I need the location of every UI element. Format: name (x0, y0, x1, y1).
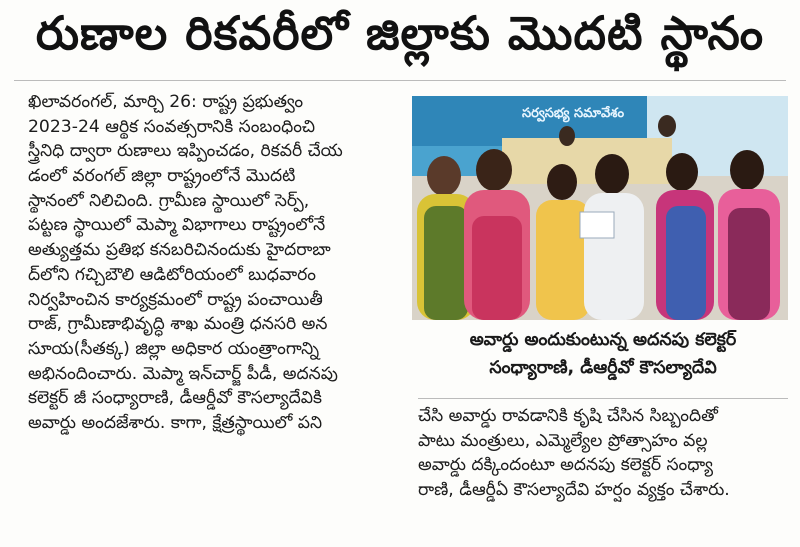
article-line: అభినందించారు. మెప్మా ఇన్‌చార్జ్ పీడీ, అదనపు (28, 363, 338, 384)
article-line: డంలో వరంగల్ జిల్లా రాష్ట్రంలోనే మొదటి (28, 166, 296, 187)
article-line: 2023-24 ఆర్థిక సంవత్సరానికి సంబంధించి (28, 116, 316, 137)
caption-rule (418, 398, 788, 399)
article-line: చేసి అవార్డు రావడానికి కృషి చేసిన సిబ్బందితో (418, 406, 718, 426)
article-line: ఖిలావరంగల్, మార్చి 26: రాష్ట్ర ప్రభుత్వం (28, 92, 304, 112)
award-photo (412, 96, 788, 320)
article-line: రాజ్, గ్రామీణాభివృద్ధి శాఖ మంత్రి ధనసరి అన (28, 314, 328, 335)
article-line: కలెక్టర్ జీ సంధ్యారాణి, డీఆర్డీవో కౌసల్యాదేవికి (28, 388, 322, 409)
article-line: ద్‌లోని గచ్చిబౌలి ఆడిటోరియంలో బుధవారం (28, 264, 316, 285)
article-line: అవార్డు దక్కిందంటూ అదనపు కలెక్టర్ సంధ్యా (418, 455, 714, 475)
article-line: అవార్డు అందజేశారు. కాగా, క్షేత్రస్థాయిలో పని (28, 412, 323, 433)
article-line: నిర్వహించిన కార్యక్రమంలో రాష్ట్ర పంచాయితీ (28, 289, 323, 310)
caption-line: సంధ్యారాణి, డీఆర్డీవో కౌసల్యాదేవి (489, 358, 717, 378)
caption-line: అవార్డు అందుకుంటున్న అదనపు కలెక్టర్ (469, 330, 737, 350)
article-line: స్థానంలో నిలిచింది. గ్రామీణ స్థాయిలో సెర్ప్, (28, 190, 310, 211)
headline-rule (14, 80, 786, 81)
article-body-left (28, 90, 408, 540)
photo-caption (418, 326, 788, 394)
article-line: పట్టణ స్థాయిలో మెప్మా విభాగాలు రాష్ట్రంలోనే (28, 215, 326, 236)
article-body-right (418, 404, 788, 540)
article-line: సూయ(సీతక్క) జిల్లా అధికార యంత్రాంగాన్ని (28, 338, 320, 359)
article-line: రాణి, డీఆర్డీఏ కౌసల్యాదేవి హర్షం వ్యక్తం చేశారు. (418, 479, 730, 500)
award-photo-illustration (412, 96, 788, 320)
article-line: పాటు మంత్రులు, ఎమ్మెల్యేల ప్రోత్సాహం వల్ల (418, 430, 708, 451)
article-line: స్త్రీనిధి ద్వారా రుణాలు ఇప్పించడం, రికవరీ చేయ (28, 141, 343, 162)
photo-banner-text: సర్వసభ్య సమావేశం (522, 106, 625, 121)
headline: రుణాల రికవరీలో జిల్లాకు మొదటి స్థానం (35, 6, 765, 60)
article-line: అత్యుత్తమ ప్రతిభ కనబరిచినందుకు హైదరాబా (28, 240, 331, 261)
